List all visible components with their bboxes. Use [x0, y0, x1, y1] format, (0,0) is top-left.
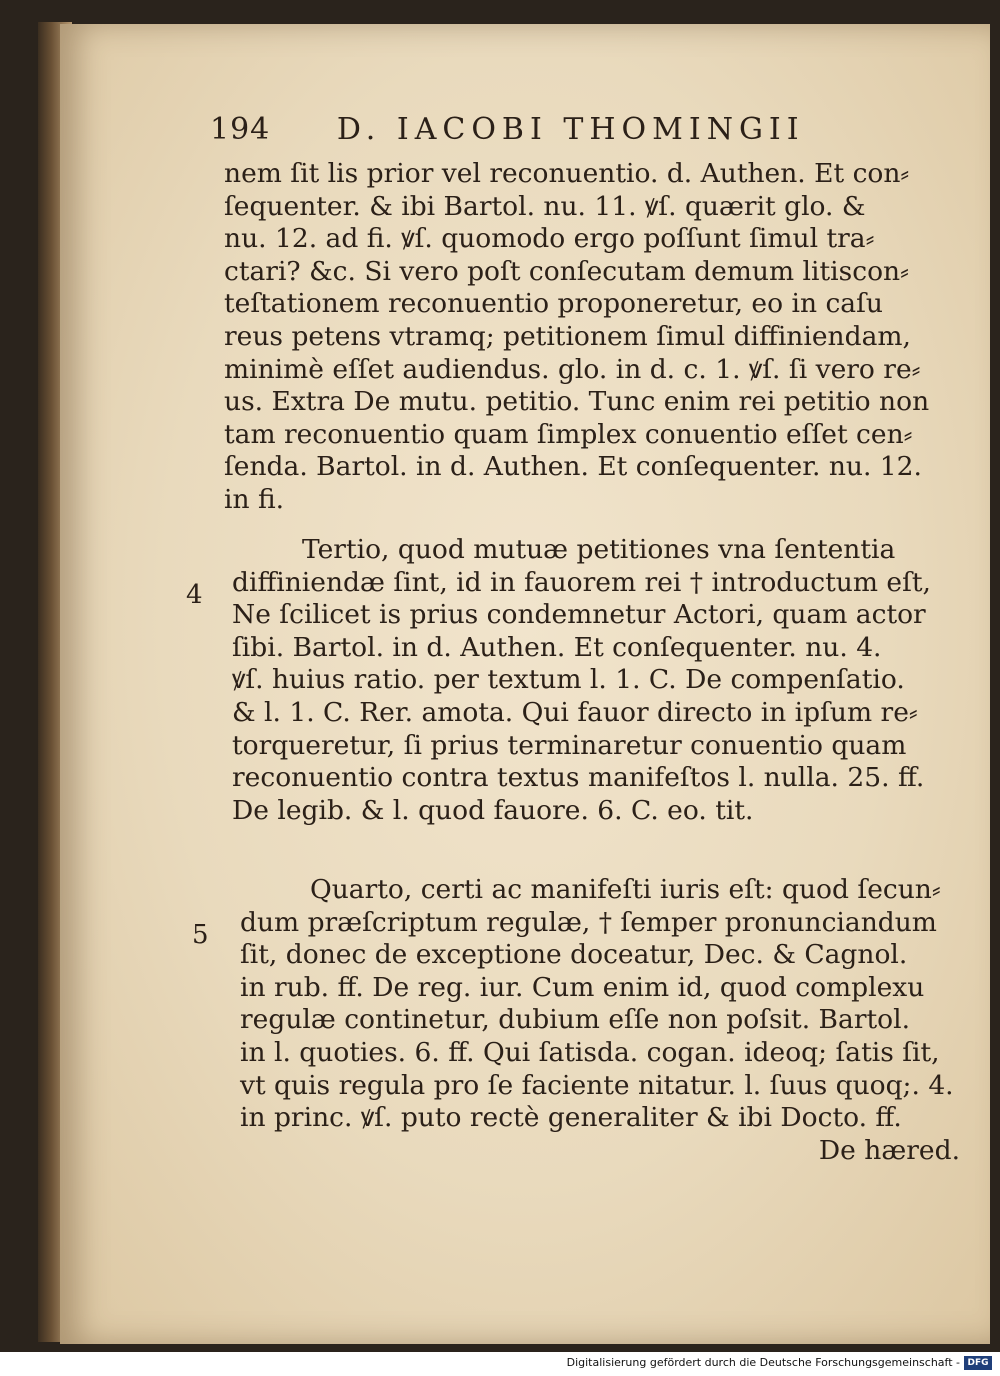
text-line: in rub. ff. De reg. iur. Cum enim id, quod complexu: [240, 971, 925, 1003]
text-line: nem ſit lis prior vel reconuentio. d. Authen. Et con⸗: [224, 158, 910, 189]
margin-number-5: 5: [192, 920, 209, 950]
text-line: ſequenter. & ibi Bartol. nu. 11. ꝟſ. quærit glo. &: [224, 190, 866, 222]
text-line: in l. quoties. 6. ff. Qui ſatisda. cogan. ideoq; ſatis ſit,: [240, 1036, 940, 1068]
text-line: reus petens vtramq; petitionem ſimul diffiniendam,: [224, 320, 911, 352]
catchword: De hæred.: [818, 1134, 960, 1166]
text-line: De legib. & l. quod fauore. 6. C. eo. tit.: [232, 794, 754, 826]
text-line: us. Extra De mutu. petitio. Tunc enim rei petitio non: [224, 386, 930, 418]
text-line: regulæ continetur, dubium eſſe non poſsit. Bartol.: [240, 1004, 910, 1036]
running-header: [210, 112, 805, 147]
text-line: ꝟſ. huius ratio. per textum l. 1. C. De compenſatio.: [232, 664, 905, 696]
text-line: dum præſcriptum regulæ, † ſemper pronunciandum: [240, 906, 937, 938]
text-line: in princ. ꝟſ. puto rectè generaliter & ibi Docto. ff.: [240, 1102, 902, 1134]
text-line: ſenda. Bartol. in d. Authen. Et conſequenter. nu. 12.: [224, 451, 922, 483]
page-number: 194: [210, 112, 271, 147]
paragraph-3: [240, 874, 960, 1167]
text-line: Quarto, certi ac manifeſti iuris eſt: quod ſecun⸗: [310, 874, 941, 905]
digitization-credit: Digitalisierung gefördert durch die Deutsche Forschungsgemeinschaft -: [566, 1356, 960, 1369]
text-line: ſibi. Bartol. in d. Authen. Et conſequenter. nu. 4.: [232, 631, 882, 663]
dfg-logo: DFG: [964, 1356, 992, 1370]
text-line: nu. 12. ad fi. ꝟſ. quomodo ergo poſſunt ſimul tra⸗: [224, 223, 875, 255]
text-line: ſit, donec de exceptione doceatur, Dec. & Cagnol.: [240, 939, 908, 971]
text-line: teſtationem reconuentio proponeretur, eo in caſu: [224, 288, 883, 320]
paragraph-1: [224, 158, 944, 517]
text-line: ctari? &c. Si vero poſt conſecutam demum litiscon⸗: [224, 255, 909, 287]
running-title: D. IACOBI THOMINGII: [336, 112, 805, 147]
text-line: Tertio, quod mutuæ petitiones vna ſententia: [302, 534, 896, 565]
text-line: reconuentio contra textus manifeſtos l. nulla. 25. ff.: [232, 762, 925, 794]
text-line: diffiniendæ ſint, id in fauorem rei † introductum eſt,: [232, 566, 931, 598]
text-line: in fi.: [224, 483, 285, 515]
text-line: & l. 1. C. Rer. amota. Qui fauor directo in ipſum re⸗: [232, 696, 918, 728]
text-line: torqueretur, ſi prius terminaretur conuentio quam: [232, 729, 907, 761]
text-line: vt quis regula pro ſe faciente nitatur. l. ſuus quoq;. 4.: [240, 1069, 954, 1101]
text-line: minimè eſſet audiendus. glo. in d. c. 1. ꝟſ. ſi vero re⸗: [224, 353, 921, 385]
text-line: tam reconuentio quam ſimplex conuentio eſſet cen⸗: [224, 418, 913, 450]
margin-number-4: 4: [186, 580, 203, 610]
paragraph-2: [232, 534, 952, 827]
text-line: Ne ſcilicet is prius condemnetur Actori, quam actor: [232, 599, 926, 631]
